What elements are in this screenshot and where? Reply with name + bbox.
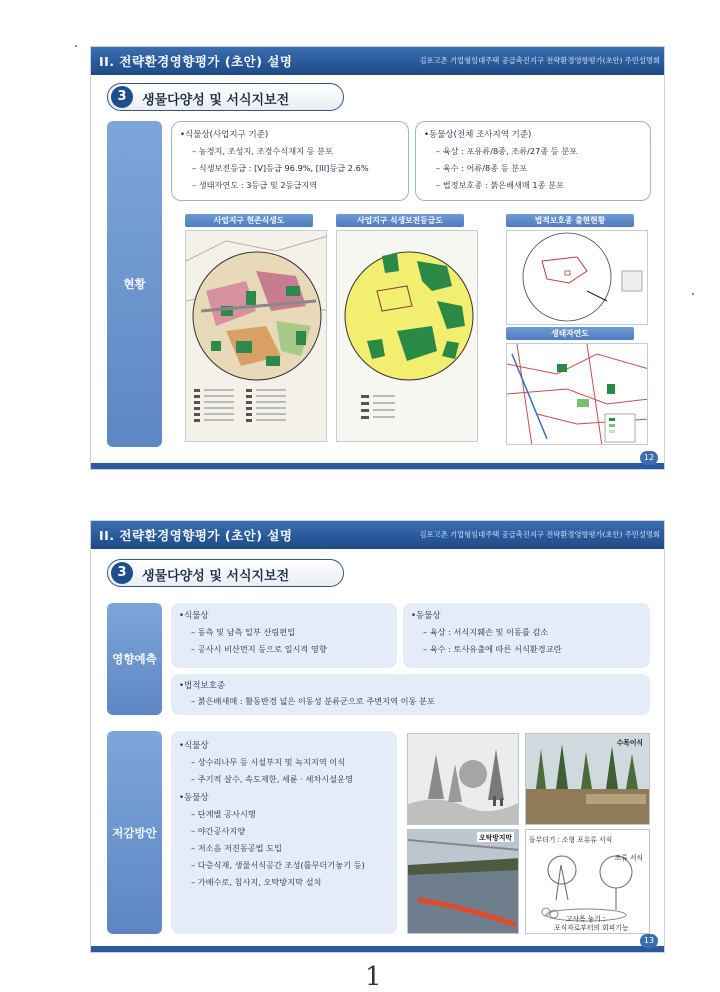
page-number: 13 [640, 934, 658, 948]
tree-habitat-image [408, 734, 519, 825]
scan-speck [75, 45, 77, 47]
mitigation-panel [171, 731, 397, 934]
protected-species-map [506, 230, 648, 325]
impact-label: 영향예측 [107, 603, 162, 715]
handwritten-mark: 1 [365, 962, 382, 992]
illustration-habitat-sketch [525, 829, 650, 934]
mitigation-fauna-head: •동물상 [179, 793, 209, 803]
slide-13 [90, 520, 665, 953]
section-number: 3 [111, 86, 133, 108]
map-title-ecological-nature: 생태자연도 [506, 327, 634, 340]
section-title: 생물다양성 및 서식지보전 [142, 93, 290, 108]
impact-fauna-head: •동물상 [411, 611, 441, 621]
fauna-line: – 육상 : 포유류/8종, 조류/27종 등 분포 [424, 146, 642, 157]
fauna-panel [415, 121, 651, 201]
conservation-grade-map-image [337, 231, 478, 442]
impact-flora-head: •식물상 [179, 611, 209, 621]
mitigation-fauna-line: – 가배수로, 침사지, 오탁방지막 설치 [179, 877, 389, 888]
photo-tree-transplant [525, 733, 650, 825]
mitigation-fauna-line: – 단계별 공사시행 [179, 809, 389, 820]
flora-panel [171, 121, 409, 201]
scan-speck [692, 293, 694, 295]
header-subtitle: 김포고촌 기업형임대주택 공급촉진지구 전략환경영향평가(초안) 주민설명회 [419, 530, 660, 539]
section-heading [107, 83, 344, 111]
tree-transplant-label: 수목이식 [616, 739, 643, 747]
map-title-vegetation: 사업지구 현존식생도 [185, 214, 313, 227]
impact-protected-panel [171, 674, 650, 715]
footer-band [91, 946, 664, 952]
header-subtitle: 김포고촌 기업형임대주택 공급촉진지구 전략환경영향평가(초안) 주민설명회 [419, 56, 660, 65]
status-label: 현황 [107, 121, 162, 447]
slide-header [91, 47, 664, 75]
page-number: 12 [640, 451, 658, 465]
vegetation-map [185, 230, 327, 442]
habitat-label-predator: 포식자로부터의 회피기능 [554, 924, 629, 932]
habitat-label-deadwood: 고사목 놓기 : [566, 915, 606, 923]
mitigation-flora-line: – 주기적 살수, 속도제한, 세륜 · 세차시설운영 [179, 774, 389, 785]
protected-species-map-image [507, 231, 648, 325]
impact-fauna-panel [403, 603, 650, 668]
slide-12 [90, 46, 665, 470]
impact-flora-line: – 동측 및 남측 일부 산림편입 [179, 627, 389, 638]
impact-protected-line: – 붉은배새매 : 활동반경 넓은 이동성 분류군으로 주변지역 이동 분포 [179, 696, 642, 707]
header-title: II. 전략환경영향평가 (초안) 설명 [99, 528, 293, 543]
impact-flora-panel [171, 603, 397, 668]
silt-fence-image [408, 830, 519, 934]
map-title-conservation-grade: 사업지구 식생보전등급도 [336, 214, 464, 227]
impact-flora-line: – 공사시 비산먼지 등으로 일시적 영향 [179, 644, 389, 655]
ecological-nature-map [506, 343, 648, 445]
mitigation-flora-head: •식물상 [179, 741, 209, 751]
mitigation-fauna-line: – 다층식재, 생물서식공간 조성(틀무더기놓기 등) [179, 860, 389, 871]
conservation-grade-map [336, 230, 478, 442]
ecological-nature-map-image [507, 344, 648, 445]
flora-line: – 식생보전등급 : [V]등급 96.9%, [III]등급 2.6% [180, 163, 400, 174]
flora-line: – 생태자연도 : 3등급 및 2등급지역 [180, 180, 400, 191]
mitigation-fauna-line: – 야간공사지양 [179, 826, 389, 837]
impact-protected-head: •법적보호종 [179, 681, 226, 691]
mitigation-label: 저감방안 [107, 731, 162, 934]
photo-silt-fence [407, 829, 519, 934]
header-title: II. 전략환경영향평가 (초안) 설명 [99, 54, 293, 69]
vegetation-map-image [186, 231, 327, 442]
tree-transplant-image [526, 734, 650, 825]
impact-fauna-line: – 육상 : 서식지훼손 및 이동를 감소 [411, 627, 642, 638]
fauna-head: •동물상(전체 조사지역 기준) [424, 130, 532, 140]
mitigation-flora-line: – 상수리나무 등 시설부지 및 녹지지역 이식 [179, 757, 389, 768]
section-title: 생물다양성 및 서식지보전 [142, 569, 290, 584]
footer-band [91, 463, 664, 469]
flora-line: – 농경지, 조성지, 조경수식재지 등 분포 [180, 146, 400, 157]
mitigation-fauna-line: – 저소음 저진동공법 도입 [179, 843, 389, 854]
habitat-label-bird: 조류 서식 [614, 854, 643, 862]
silt-fence-label: 오탁방지막 [479, 834, 512, 842]
map-title-protected-species: 법적보호종 출현현황 [506, 214, 634, 227]
flora-head: •식물상(사업지구 기준) [180, 130, 269, 140]
fauna-line: – 법정보호종 : 붉은배새매 1종 분포 [424, 180, 642, 191]
section-number: 3 [111, 562, 133, 584]
impact-fauna-line: – 육수 : 토사유출에 따른 서식환경교란 [411, 644, 642, 655]
section-heading [107, 559, 344, 587]
illustration-tree-habitat [407, 733, 519, 825]
slide-header [91, 521, 664, 549]
fauna-line: – 육수 : 어류/8종 등 분포 [424, 163, 642, 174]
habitat-label-rock-pile: 돌무더기 : 소형 포유류 서식 [529, 836, 613, 844]
